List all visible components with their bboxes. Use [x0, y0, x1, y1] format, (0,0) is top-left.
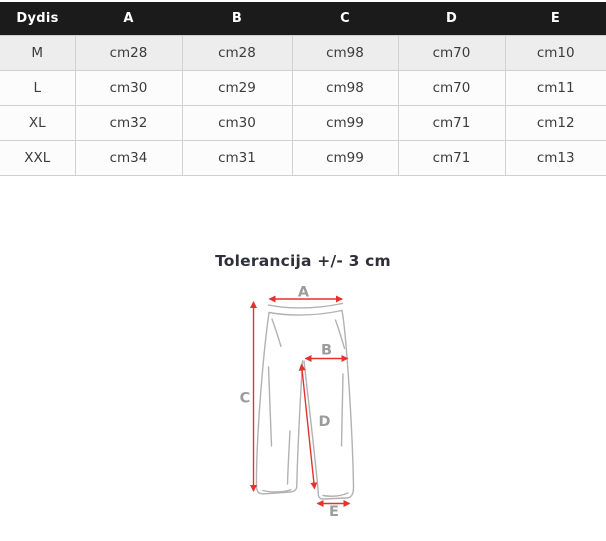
right-inner-seam: [304, 361, 318, 493]
value-cell: cm34: [75, 141, 182, 176]
value-cell: cm29: [182, 71, 292, 106]
value-cell: cm70: [398, 71, 505, 106]
value-cell: cm11: [505, 71, 606, 106]
value-cell: cm10: [505, 36, 606, 71]
right-leg-crease: [342, 374, 344, 446]
column-header-dydis: Dydis: [0, 2, 75, 36]
column-header-a: A: [75, 2, 182, 36]
header-row: [0, 2, 606, 36]
value-cell: cm71: [398, 141, 505, 176]
measure-label-e: E: [329, 504, 339, 520]
value-cell: cm12: [505, 106, 606, 141]
value-cell: cm98: [292, 71, 398, 106]
measurement-labels: [240, 285, 339, 521]
table-row-xxl: [0, 141, 606, 176]
left-outer-seam: [256, 313, 269, 487]
value-cell: cm30: [75, 71, 182, 106]
value-cell: cm28: [75, 36, 182, 71]
value-cell: cm30: [182, 106, 292, 141]
value-cell: cm99: [292, 106, 398, 141]
value-cell: cm32: [75, 106, 182, 141]
size-cell: L: [0, 71, 75, 106]
value-cell: cm70: [398, 36, 505, 71]
value-cell: cm99: [292, 141, 398, 176]
size-chart-table: [0, 2, 606, 176]
waistband-top-line: [269, 304, 343, 308]
right-outer-seam: [342, 311, 354, 487]
measure-label-c: C: [239, 390, 251, 407]
left-leg-crease: [269, 367, 272, 446]
column-header-c: C: [292, 2, 398, 36]
value-cell: cm71: [398, 106, 505, 141]
table-row-l: [0, 71, 606, 106]
value-cell: cm28: [182, 36, 292, 71]
column-header-d: D: [398, 2, 505, 36]
size-chart-header: [0, 2, 606, 36]
measure-arrow-d: [302, 365, 315, 489]
right-pocket-line: [336, 320, 345, 349]
value-cell: cm13: [505, 141, 606, 176]
right-hem-inner-line: [323, 493, 348, 496]
measure-label-b: B: [320, 342, 333, 359]
column-header-b: B: [182, 2, 292, 36]
waistband-bottom-line: [269, 311, 342, 315]
left-pocket-line: [272, 319, 281, 347]
value-cell: cm98: [292, 36, 398, 71]
size-chart-body: [0, 36, 606, 176]
size-cell: M: [0, 36, 75, 71]
table-row-xl: [0, 106, 606, 141]
measurement-arrows: [254, 299, 350, 504]
left-leg-crease-lower: [288, 431, 291, 484]
value-cell: cm31: [182, 141, 292, 176]
measure-label-d: D: [318, 414, 331, 430]
size-cell: XXL: [0, 141, 75, 176]
measure-label-a: A: [297, 284, 310, 301]
column-header-e: E: [505, 2, 606, 36]
tolerance-note: Tolerancija +/- 3 cm: [215, 252, 391, 270]
pants-measurement-diagram: [230, 280, 365, 525]
table-row-m: [0, 36, 606, 71]
left-inner-seam: [297, 361, 303, 486]
size-cell: XL: [0, 106, 75, 141]
